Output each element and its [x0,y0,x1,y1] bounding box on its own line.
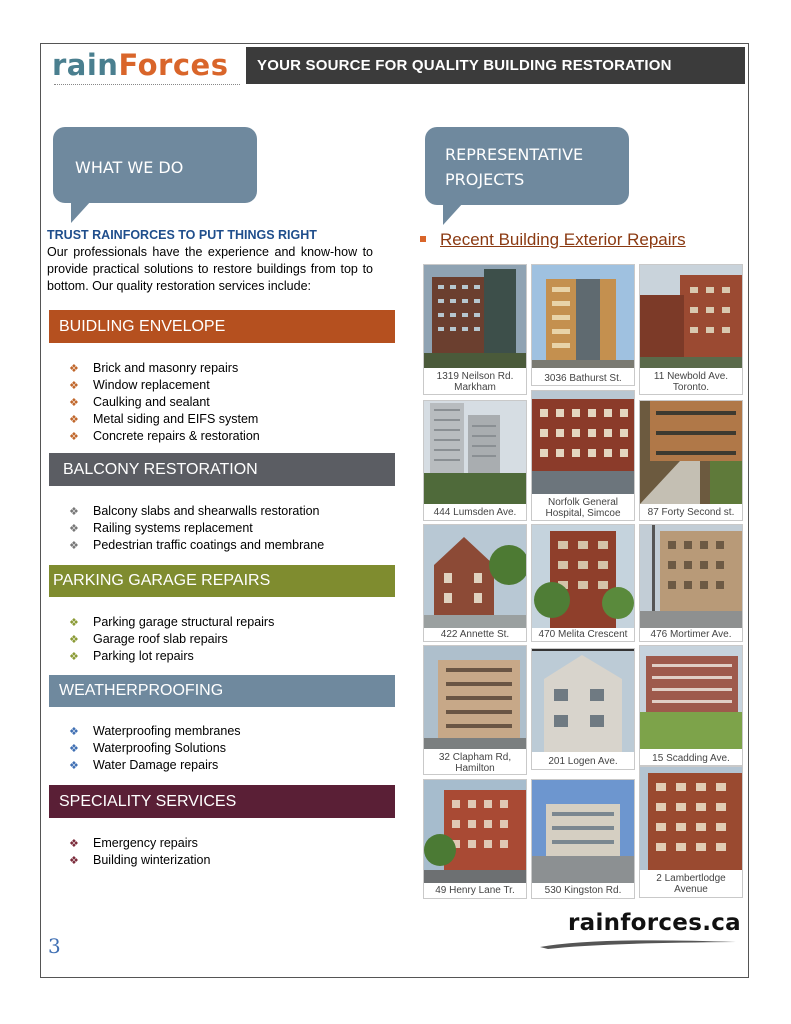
square-bullet-icon [420,236,426,242]
project-caption: 87 Forty Second st. [647,507,735,518]
recent-repairs-link[interactable] [420,230,686,250]
website-link[interactable]: rainforces.ca [568,910,741,936]
list-item: ❖ Railing systems replacement [69,520,324,537]
envelope-list [69,360,260,445]
project-caption: 49 Henry Lane Tr. [435,885,515,896]
bullet-icon: ❖ [69,838,79,850]
project-caption: 15 Scadding Ave. [652,753,730,764]
section-weatherproofing: WEATHERPROOFING [49,675,395,707]
project-tile [639,766,743,898]
logo-divider [54,84,240,85]
header-banner: YOUR SOURCE FOR QUALITY BUILDING RESTORATION [246,47,745,84]
project-tile [423,400,527,521]
logo-forces: Forces [118,48,229,82]
building-photo [424,265,526,368]
list-item: ❖ Garage roof slab repairs [69,631,274,648]
project-caption: 530 Kingston Rd. [544,885,622,896]
project-caption: 444 Lumsden Ave. [433,507,517,518]
building-photo [640,646,742,749]
parking-list [69,614,274,665]
building-photo [640,767,742,870]
building-photo [532,649,634,752]
building-photo [640,401,742,504]
bullet-icon: ❖ [69,634,79,646]
building-photo [640,265,742,368]
project-tile [423,779,527,899]
list-item: ❖ Window replacement [69,377,260,394]
project-tile [639,264,743,395]
bullet-icon: ❖ [69,506,79,518]
list-item: ❖ Building winterization [69,852,210,869]
projects-callout [425,127,629,205]
project-caption: 3036 Bathurst St. [544,373,622,384]
project-caption: 470 Melita Crescent [538,629,628,640]
callout-tail [443,203,463,225]
building-photo [532,391,634,494]
list-item: ❖ Parking lot repairs [69,648,274,665]
bullet-icon: ❖ [69,855,79,867]
list-item: ❖ Metal siding and EIFS system [69,411,260,428]
project-tile [531,524,635,642]
bullet-icon: ❖ [69,414,79,426]
list-item: ❖ Caulking and sealant [69,394,260,411]
project-tile [423,264,527,395]
callout-tail [71,201,91,223]
building-photo [532,525,634,628]
building-photo [532,780,634,883]
logo-rain: rain [52,48,119,82]
intro-paragraph: Our professionals have the experience and know-how to provide practical solutions to restore buildings from top to bottom. Our quality restoration services include: [47,245,373,293]
project-caption: 2 Lambertlodge Avenue [656,873,726,895]
list-item: ❖ Parking garage structural repairs [69,614,274,631]
section-speciality-services: SPECIALITY SERVICES [49,785,395,818]
building-photo [424,780,526,883]
project-caption: 11 Newbold Ave. Toronto. [653,371,729,393]
list-item: ❖ Waterproofing Solutions [69,740,241,757]
weatherproofing-list [69,723,241,774]
bullet-icon: ❖ [69,617,79,629]
project-tile [531,390,635,521]
list-item: ❖ Water Damage repairs [69,757,241,774]
what-we-do-label: WHAT WE DO [75,158,184,177]
page-number: 3 [48,934,61,958]
project-tile [531,264,635,386]
section-balcony-restoration: BALCONY RESTORATION [49,453,395,486]
recent-repairs-label: Recent Building Exterior Repairs [440,230,686,249]
project-tile [639,524,743,642]
list-item: ❖ Pedestrian traffic coatings and membrane [69,537,324,554]
project-caption: 32 Clapham Rd, Hamilton [438,752,512,774]
project-tile [423,645,527,775]
building-photo [424,401,526,504]
list-item: ❖ Concrete repairs & restoration [69,428,260,445]
bullet-icon: ❖ [69,651,79,663]
speciality-list [69,835,210,869]
project-caption: 476 Mortimer Ave. [650,629,732,640]
project-tile [639,645,743,766]
bullet-icon: ❖ [69,540,79,552]
what-we-do-callout [53,127,257,203]
bullet-icon: ❖ [69,726,79,738]
project-caption: Norfolk General Hospital, Simcoe [545,497,621,519]
balcony-list [69,503,324,554]
projects-callout-line2: PROJECTS [445,170,525,189]
bullet-icon: ❖ [69,523,79,535]
trust-heading: TRUST RAINFORCES TO PUT THINGS RIGHT [47,228,317,242]
bullet-icon: ❖ [69,431,79,443]
project-tile [423,524,527,642]
projects-callout-line1: REPRESENTATIVE [445,145,584,164]
bullet-icon: ❖ [69,363,79,375]
bullet-icon: ❖ [69,760,79,772]
bullet-icon: ❖ [69,397,79,409]
list-item: ❖ Balcony slabs and shearwalls restoration [69,503,324,520]
building-photo [640,525,742,628]
project-tile [531,648,635,770]
project-tile [531,779,635,899]
building-photo [532,265,634,368]
section-building-envelope: BUIDLING ENVELOPE [49,310,395,343]
logo [52,48,228,82]
project-caption: 201 Logen Ave. [548,756,618,767]
building-photo [424,525,526,628]
building-photo [424,646,526,749]
project-caption: 1319 Neilson Rd. Markham [436,371,514,393]
bullet-icon: ❖ [69,380,79,392]
project-caption: 422 Annette St. [440,629,510,640]
project-tile [639,400,743,521]
list-item: ❖ Brick and masonry repairs [69,360,260,377]
swoosh-decoration [538,935,738,951]
section-parking-garage: PARKING GARAGE REPAIRS [49,565,395,597]
bullet-icon: ❖ [69,743,79,755]
list-item: ❖ Waterproofing membranes [69,723,241,740]
list-item: ❖ Emergency repairs [69,835,210,852]
